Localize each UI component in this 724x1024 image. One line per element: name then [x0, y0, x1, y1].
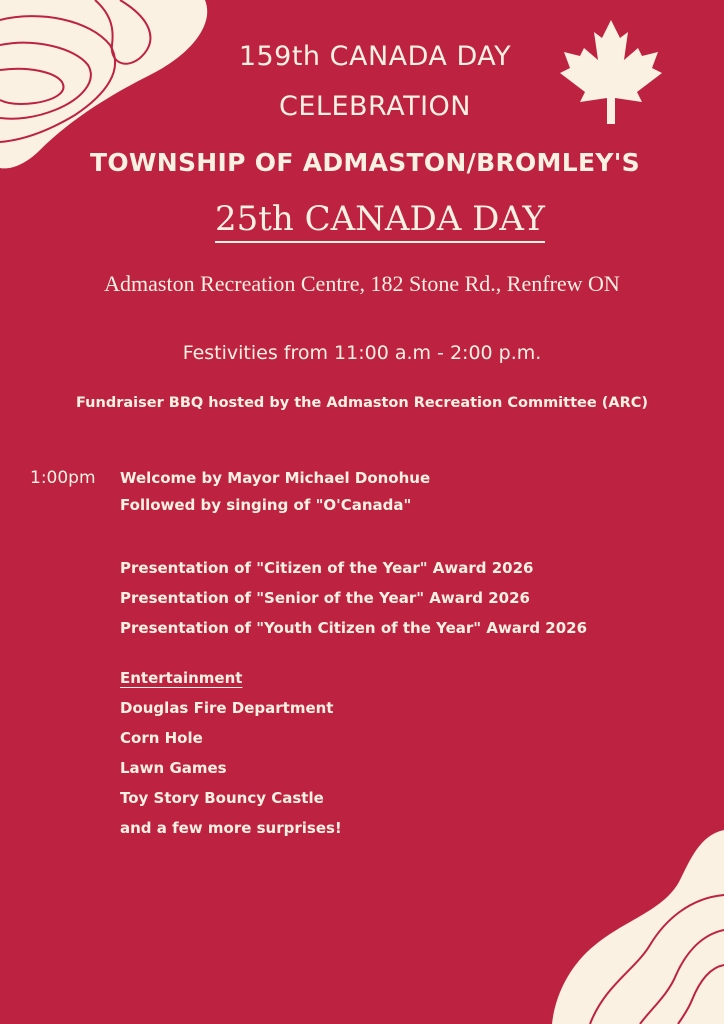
festivities-hours: Festivities from 11:00 a.m - 2:00 p.m.: [182, 342, 542, 364]
heading-celebration: CELEBRATION: [279, 91, 471, 122]
heading-159th-canada-day: 159th CANADA DAY: [238, 41, 512, 72]
bbq-note: Fundraiser BBQ hosted by the Admaston Recreation Committee (ARC): [75, 395, 649, 411]
entertainment-item: and a few more surprises!: [120, 819, 342, 837]
schedule-time: 1:00pm: [30, 468, 96, 488]
entertainment-item: Lawn Games: [120, 759, 227, 777]
award-youth: Presentation of "Youth Citizen of the Year" Award 2026: [120, 619, 588, 637]
award-citizen: Presentation of "Citizen of the Year" Award 2026: [120, 559, 534, 577]
topographic-blob-bottom-right: [552, 830, 724, 1024]
event-title-text: 25th CANADA DAY: [215, 199, 545, 243]
topographic-blob-top-left: [0, 0, 207, 168]
entertainment-item: Douglas Fire Department: [120, 699, 334, 717]
anthem-line: Followed by singing of "O'Canada": [120, 496, 412, 514]
event-title: [120, 196, 640, 242]
maple-leaf-icon: [560, 20, 662, 124]
venue-address: Admaston Recreation Centre, 182 Stone Rd., Renfrew ON: [104, 271, 620, 296]
township-title: TOWNSHIP OF ADMASTON/BROMLEY'S: [90, 148, 640, 177]
entertainment-item: Corn Hole: [120, 729, 203, 747]
welcome-line: Welcome by Mayor Michael Donohue: [120, 469, 431, 487]
entertainment-item: Toy Story Bouncy Castle: [120, 789, 324, 807]
award-senior: Presentation of "Senior of the Year" Award 2026: [120, 589, 530, 607]
entertainment-heading: Entertainment: [120, 669, 243, 687]
